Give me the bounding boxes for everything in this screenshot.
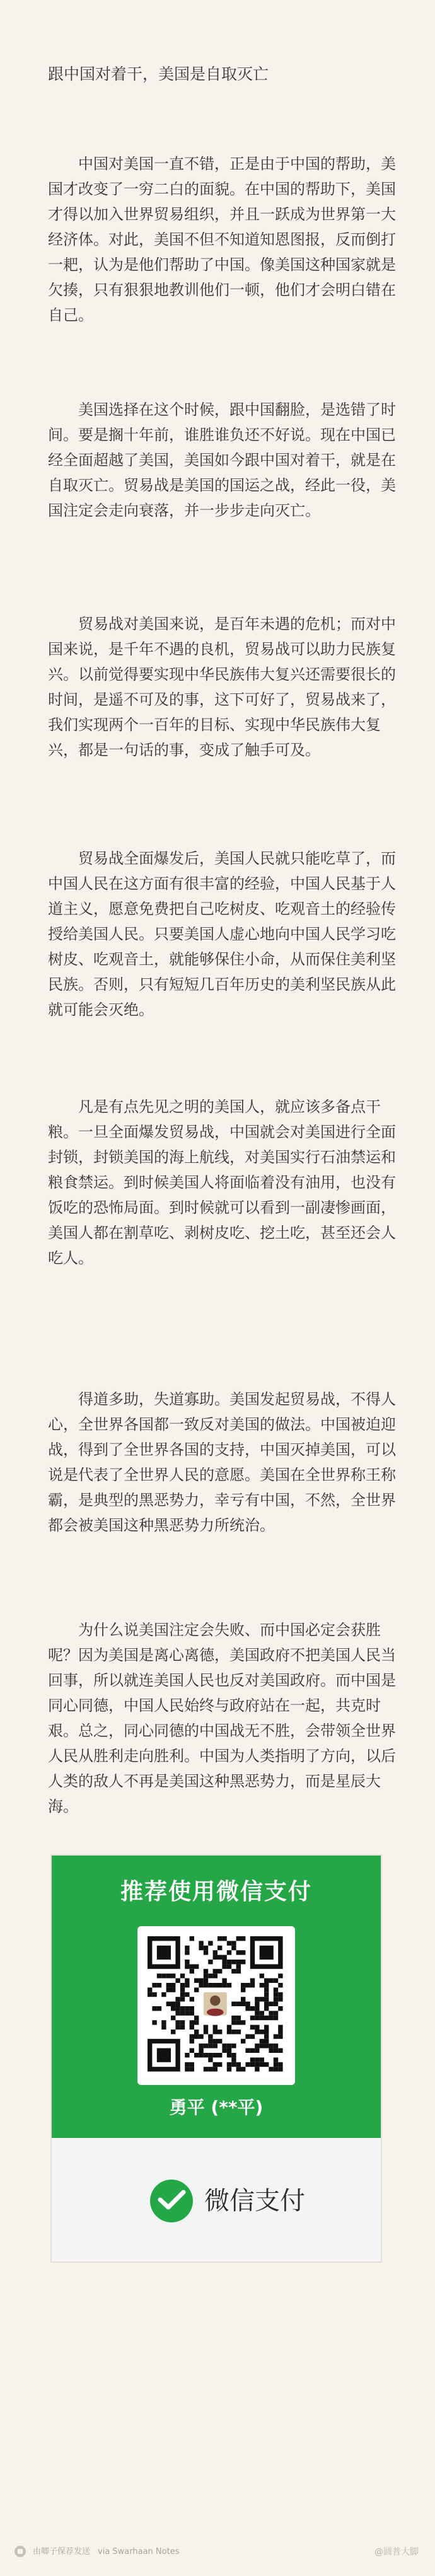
article-paragraph-3: 贸易战对美国来说，是百年未遇的危机；而对中国来说，是千年不遇的良机，贸易战可以助力民族复兴。以前觉得要实现中华民族伟大复兴还需要很长的时间，是遥不可及的事，这下可好了，贸易战来了，我们实现两个一百年的目标、实现中华民族伟大复兴，都是一句话的事，变成了触手可及。 xyxy=(48,615,396,759)
pay-card-green-panel xyxy=(52,1856,381,2138)
article-paragraph-7: 为什么说美国注定会失败、而中国必定会获胜呢？因为美国是离心离德，美国政府不把美国人民当回事，所以就连美国人民也反对美国政府。而中国是同心同德，中国人民始终与政府站在一起，共克时艰。总之，同心同德的中国战无不胜，会带领全世界人民从胜利走向胜利。中国为人类指明了方向，以后人类的敌人不再是美国这种黑恶势力，而是星辰大海。 xyxy=(48,1621,396,1815)
article-paragraph-2: 美国选择在这个时候，跟中国翻脸，是选错了时间。要是搁十年前，谁胜谁负还不好说。现在中国已经全面超越了美国，美国如今跟中国对着干，就是在自取灭亡。贸易战是美国的国运之战，经此一役，美国注定会走向衰落，并一步步走向灭亡。 xyxy=(48,401,396,519)
qr-code-icon xyxy=(148,1936,285,2075)
payee-name: 勇平 (**平) xyxy=(169,2097,264,2118)
source-via: via Swarhaan Notes xyxy=(98,2547,180,2556)
pay-footer-label: 微信支付 xyxy=(204,2186,305,2215)
source-label: 由唧子保荐发送 xyxy=(33,2547,91,2556)
source-bar xyxy=(11,2544,424,2563)
article-paragraph-6: 得道多助，失道寡助。美国发起贸易战，不得人心，全世界各国都一致反对美国的做法。中国被迫迎战，得到了全世界各国的支持，中国灭掉美国，可以说是代表了全世界人民的意愿。美国在全世界称王称霸，是典型的黑恶势力，幸亏有中国，不然，全世界都会被美国这种黑恶势力所统治。 xyxy=(48,1390,396,1534)
article-paragraph-1: 中国对美国一直不错，正是由于中国的帮助，美国才改变了一穷二白的面貌。在中国的帮助下，美国才得以加入世界贸易组织，并且一跃成为世界第一大经济体。对此，美国不但不知道知恩图报，反而倒打一耙，认为是他们帮助了中国。像美国这种国家就是欠揍，只有狠狠地教训他们一顿，他们才会明白错在自己。 xyxy=(48,155,396,324)
article-title: 跟中国对着干，美国是自取灭亡 xyxy=(48,65,269,83)
pay-card-header: 推荐使用微信支付 xyxy=(120,1879,312,1905)
qr-code-frame[interactable] xyxy=(137,1926,295,2085)
pay-card-footer xyxy=(52,2138,381,2261)
wechat-pay-card xyxy=(50,1854,382,2263)
wechat-logo-icon xyxy=(149,2178,194,2224)
watermark: @圆普大脚 xyxy=(374,2547,419,2557)
article-paragraph-5: 凡是有点先见之明的美国人，就应该多备点干粮。一旦全面爆发贸易战，中国就会对美国进行全面封锁，封锁美国的海上航线，对美国实行石油禁运和粮食禁运。到时候美国人将面临着没有油用，也没有饭吃的恐怖局面。到时候就可以看到一副凄惨画面，美国人都在割草吃、剥树皮吃、挖土吃，甚至还会人吃人。 xyxy=(48,1098,396,1267)
source-text[interactable] xyxy=(33,2545,179,2559)
article-paragraph-4: 贸易战全面爆发后，美国人民就只能吃草了，而中国人民在这方面有很丰富的经验，中国人民基于人道主义，愿意免费把自己吃树皮、吃观音土的经验传授给美国人民。只要美国人虚心地向中国人民学习吃树皮、吃观音土，就能够保住小命，从而保住美利坚民族。否则，只有短短几百年历史的美利坚民族从此就可能会灭绝。 xyxy=(48,850,396,1019)
source-app-icon xyxy=(14,2545,26,2558)
